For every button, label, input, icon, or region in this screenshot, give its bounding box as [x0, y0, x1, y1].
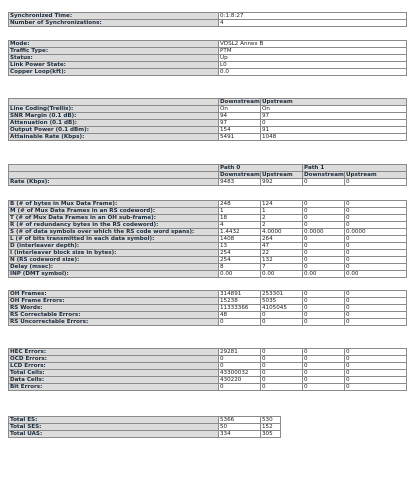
upstream-value: 97: [261, 113, 407, 120]
row-value: PTM: [219, 48, 407, 55]
cell: 29281: [219, 349, 261, 356]
cell: 7: [261, 264, 303, 271]
cell: 0: [219, 384, 261, 391]
cell: 8: [219, 264, 261, 271]
row-value: 4: [219, 20, 407, 27]
row-label: Link Power State:: [9, 62, 219, 69]
cell: 0.00: [345, 271, 407, 278]
cell: 314891: [219, 291, 261, 298]
rate-table: [8, 164, 407, 186]
cell: 0: [303, 250, 345, 257]
downstream-header: Downstream: [220, 99, 260, 105]
row-label: L (# of bits transmitted in each data symbol):: [9, 236, 219, 243]
cell: 0: [303, 201, 345, 208]
cell: 0: [345, 257, 407, 264]
cell: 4105045: [261, 305, 303, 312]
row-label: S (# of data symbols over which the RS code word spans):: [9, 229, 219, 236]
cell: 0: [261, 319, 303, 326]
cell: 2: [261, 215, 303, 222]
cell: 0: [303, 236, 345, 243]
upstream-value: 91: [261, 127, 407, 134]
path1-upstream-header: Upstream: [345, 172, 407, 179]
hec-row: [9, 363, 407, 370]
oh-row: [9, 298, 407, 305]
cell: 11333366: [219, 305, 261, 312]
cell: 0: [345, 312, 407, 319]
cell: 334: [219, 431, 261, 438]
row-label: OCD Errors:: [9, 356, 219, 363]
row-value: 0:1:8:27: [219, 13, 407, 20]
cell: 0: [303, 264, 345, 271]
cell: 5035: [261, 298, 303, 305]
cell: 305: [261, 431, 281, 438]
cell: 254: [219, 250, 261, 257]
cell: 4.0000: [261, 229, 303, 236]
hec-row: [9, 349, 407, 356]
cell: 0.00: [261, 271, 303, 278]
cell: 0: [303, 363, 345, 370]
row-label: Line Coding(Trellis):: [9, 106, 219, 113]
framing-row: [9, 271, 407, 278]
updown-row: [9, 106, 407, 113]
row-label: Traffic Type:: [9, 48, 219, 55]
row-label: RS Words:: [9, 305, 219, 312]
cell: 0: [345, 208, 407, 215]
oh-row: [9, 312, 407, 319]
cell: 22: [261, 250, 303, 257]
cell: 0: [345, 264, 407, 271]
row-label: OH Frames:: [9, 291, 219, 298]
path1-downstream-header: Downstream: [304, 172, 344, 178]
line-status-table: [8, 40, 407, 76]
cell: 0: [345, 201, 407, 208]
path0-header: Path 0: [219, 165, 303, 172]
row-label: Synchronized Time:: [9, 13, 219, 20]
oh-row: [9, 319, 407, 326]
line-row: [9, 55, 407, 62]
downstream-value: 97: [219, 120, 261, 127]
cell: 0: [219, 363, 261, 370]
cell: 2: [261, 222, 303, 229]
row-label: Attainable Rate (Kbps):: [9, 134, 219, 141]
cell: 13: [219, 243, 261, 250]
row-label: B (# of bytes in Mux Data Frame):: [9, 201, 219, 208]
totals-row: [9, 424, 281, 431]
row-label: Number of Synchronizations:: [9, 20, 219, 27]
updown-row: [9, 120, 407, 127]
cell: 0: [345, 236, 407, 243]
cell: 0: [345, 305, 407, 312]
cell: 1: [219, 208, 261, 215]
oh-row: [9, 291, 407, 298]
cell: 48: [219, 312, 261, 319]
cell: 0: [345, 215, 407, 222]
row-label: Bit Errors:: [9, 384, 219, 391]
cell: 0: [345, 319, 407, 326]
cell: 0: [261, 370, 303, 377]
updown-table: [8, 98, 407, 141]
updown-row: [9, 127, 407, 134]
cell: 15238: [219, 298, 261, 305]
cell: 5366: [219, 417, 261, 424]
cell: 0: [261, 312, 303, 319]
totals-row: [9, 417, 281, 424]
row-label: I (interleaver block size in bytes):: [9, 250, 219, 257]
path1-up-value: 0: [345, 179, 407, 186]
cell: 0: [303, 377, 345, 384]
row-label: HEC Errors:: [9, 349, 219, 356]
cell: 0: [345, 291, 407, 298]
row-label: Copper Loop(kft):: [9, 69, 219, 76]
cell: 0: [345, 384, 407, 391]
cell: 0: [345, 363, 407, 370]
cell: 430220: [219, 377, 261, 384]
cell: 0: [303, 298, 345, 305]
framing-row: [9, 243, 407, 250]
row-label: Rate (Kbps):: [9, 179, 219, 186]
cell: 264: [261, 236, 303, 243]
downstream-value: 5491: [219, 134, 261, 141]
cell: 0: [345, 377, 407, 384]
cell: 0: [303, 312, 345, 319]
cell: 0: [303, 291, 345, 298]
row-label: Status:: [9, 55, 219, 62]
updown-row: [9, 113, 407, 120]
path0-up-value: 992: [261, 179, 303, 186]
downstream-value: On: [219, 106, 261, 113]
cell: 0.0000: [303, 229, 345, 236]
row-label: LCD Errors:: [9, 363, 219, 370]
totals-table: [8, 416, 281, 438]
oh-counters-table: [8, 290, 407, 326]
framing-row: [9, 215, 407, 222]
cell: 0: [303, 243, 345, 250]
framing-table: [8, 200, 407, 278]
row-value: Up: [219, 55, 407, 62]
cell: 0: [303, 384, 345, 391]
row-label: T (# of Mux Data Frames in an OH sub-frame):: [9, 215, 219, 222]
row-label: OH Frame Errors:: [9, 298, 219, 305]
line-row: [9, 48, 407, 55]
hec-row: [9, 384, 407, 391]
cell: 248: [219, 201, 261, 208]
upstream-header: Upstream: [261, 99, 407, 106]
cell: 132: [261, 257, 303, 264]
hec-row: [9, 370, 407, 377]
cell: 1: [261, 208, 303, 215]
totals-row: [9, 431, 281, 438]
cell: 0: [303, 257, 345, 264]
cell: 0: [345, 250, 407, 257]
cell: 0: [303, 208, 345, 215]
sync-table: [8, 12, 407, 27]
cell: 0.0000: [345, 229, 407, 236]
row-label: Total Cells:: [9, 370, 219, 377]
line-row: [9, 62, 407, 69]
row-value: 0.0: [219, 69, 407, 76]
path1-down-value: 0: [303, 179, 345, 186]
oh-row: [9, 305, 407, 312]
row-label: Output Power (0.1 dBm):: [9, 127, 219, 134]
downstream-value: 94: [219, 113, 261, 120]
framing-row: [9, 250, 407, 257]
cell: 0: [303, 356, 345, 363]
row-label: D (interleaver depth):: [9, 243, 219, 250]
path0-upstream-header: Upstream: [261, 172, 303, 179]
header-blank-cell: [9, 165, 219, 172]
cell: 43300032: [219, 370, 261, 377]
hec-row: [9, 356, 407, 363]
path-header-row: [9, 165, 407, 172]
cell: 0.00: [303, 271, 345, 278]
cell: 0: [345, 349, 407, 356]
cell: 0: [345, 370, 407, 377]
updown-row: [9, 134, 407, 141]
row-label: Total UAS:: [9, 431, 219, 438]
line-row: [9, 41, 407, 48]
cell: 18: [219, 215, 261, 222]
cell-counters-table: [8, 348, 407, 391]
framing-row: [9, 229, 407, 236]
row-label: Total ES:: [9, 417, 219, 424]
sync-row: [9, 13, 407, 20]
row-label: RS Uncorrectable Errors:: [9, 319, 219, 326]
cell: 0.00: [219, 271, 261, 278]
cell: 1.4432: [219, 229, 261, 236]
cell: 47: [261, 243, 303, 250]
row-label: Mode:: [9, 41, 219, 48]
cell: 124: [261, 201, 303, 208]
cell: 0: [219, 319, 261, 326]
framing-row: [9, 264, 407, 271]
row-label: Attenuation (0.1 dB):: [9, 120, 219, 127]
cell: 0: [345, 222, 407, 229]
cell: 0: [261, 377, 303, 384]
row-label: R (# of redundancy bytes in the RS codeword):: [9, 222, 219, 229]
cell: 0: [261, 384, 303, 391]
cell: 152: [261, 424, 281, 431]
cell: 0: [303, 349, 345, 356]
row-value: VDSL2 Annex B: [219, 41, 407, 48]
direction-header-row: [9, 172, 407, 179]
path0-downstream-header: Downstream: [220, 172, 260, 178]
header-blank-cell: [9, 172, 219, 179]
cell: 1408: [219, 236, 261, 243]
cell: 0: [303, 305, 345, 312]
row-label: RS Correctable Errors:: [9, 312, 219, 319]
cell: 0: [219, 356, 261, 363]
upstream-value: On: [261, 106, 407, 113]
sync-row: [9, 20, 407, 27]
hec-row: [9, 377, 407, 384]
framing-row: [9, 201, 407, 208]
row-label: Data Cells:: [9, 377, 219, 384]
updown-header-row: [9, 99, 407, 106]
framing-row: [9, 222, 407, 229]
cell: 0: [261, 349, 303, 356]
cell: 0: [303, 222, 345, 229]
upstream-value: 0: [261, 120, 407, 127]
path0-down-value: 9483: [219, 179, 261, 186]
cell: 0: [261, 363, 303, 370]
framing-row: [9, 208, 407, 215]
downstream-value: 154: [219, 127, 261, 134]
row-label: N (RS codeword size):: [9, 257, 219, 264]
header-blank-cell: [9, 99, 219, 106]
cell: 0: [345, 298, 407, 305]
row-label: INP (DMT symbol):: [9, 271, 219, 278]
cell: 253301: [261, 291, 303, 298]
row-label: Total SES:: [9, 424, 219, 431]
row-label: M (# of Mux Data Frames in an RS codeword):: [9, 208, 219, 215]
cell: 0: [303, 215, 345, 222]
cell: 0: [303, 370, 345, 377]
row-label: SNR Margin (0.1 dB):: [9, 113, 219, 120]
path1-header: Path 1: [303, 165, 407, 172]
upstream-value: 1048: [261, 134, 407, 141]
cell: 0: [345, 243, 407, 250]
cell: 0: [303, 319, 345, 326]
cell: 0: [261, 356, 303, 363]
cell: 4: [219, 222, 261, 229]
framing-row: [9, 257, 407, 264]
cell: 50: [219, 424, 261, 431]
cell: 254: [219, 257, 261, 264]
cell: 0: [345, 356, 407, 363]
framing-row: [9, 236, 407, 243]
row-value: L0: [219, 62, 407, 69]
cell: 530: [261, 417, 281, 424]
row-label: Delay (msec):: [9, 264, 219, 271]
rate-row: [9, 179, 407, 186]
line-row: [9, 69, 407, 76]
